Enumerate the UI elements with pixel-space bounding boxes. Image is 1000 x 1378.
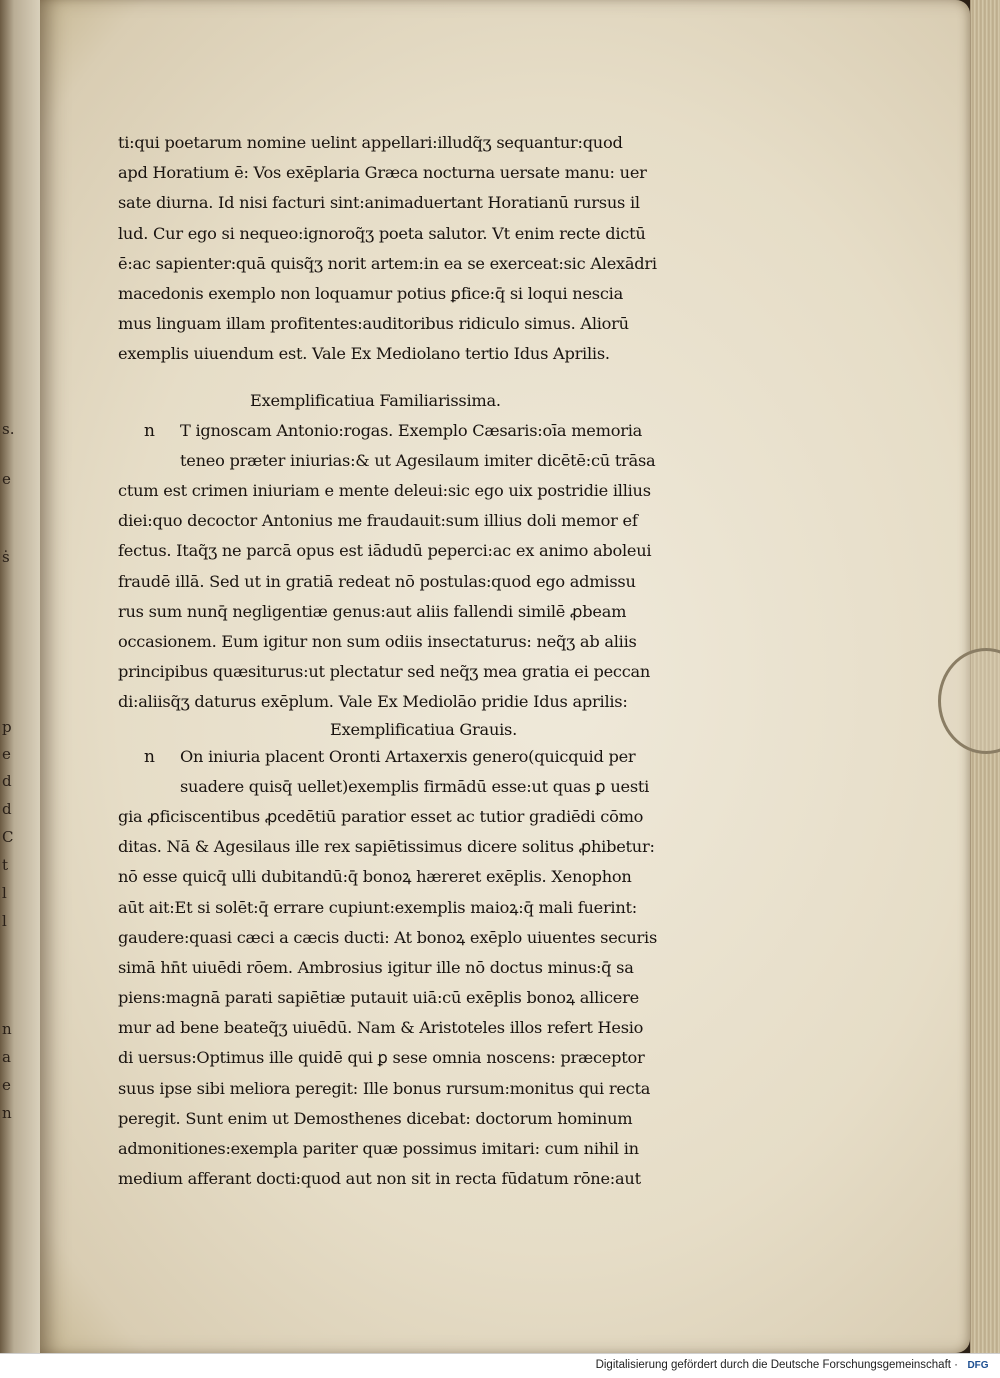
text-line: T ignoscam Antonio:rogas. Exemplo Cæsaris:oīa memoria bbox=[180, 420, 643, 440]
text-line: peregit. Sunt enim ut Demosthenes dicebat: doctorum hominum bbox=[118, 1108, 633, 1128]
margin-fragment: l bbox=[2, 884, 7, 902]
spacer bbox=[118, 370, 744, 386]
text-line: On iniuria placent Oronti Artaxerxis genero(quicquid per bbox=[180, 746, 636, 766]
text-line: macedonis exemplo non loquamur potius ꝑfice:q̄ si loqui nescia bbox=[118, 283, 623, 303]
text-line: teneo præter iniurias:& ut Agesilaum imiter dicētē:cū trāsa bbox=[180, 450, 656, 470]
letter-first-line bbox=[118, 742, 744, 772]
margin-fragment: d bbox=[2, 800, 12, 818]
text-line: sate diurna. Id nisi facturi sint:animaduertant Horatianū rursus il bbox=[118, 193, 640, 213]
letter-first-line bbox=[118, 416, 744, 446]
text-line: di uersus:Optimus ille quidē qui ꝑ sese omnia noscens: præceptor bbox=[118, 1048, 645, 1068]
text-line: fraudē illā. Sed ut in gratiā redeat nō postulas:quod ego admissu bbox=[118, 571, 636, 591]
text-line: fectus. Itaq̃ʒ ne parcā opus est iādudū peperci:ac ex animo aboleui bbox=[118, 541, 652, 561]
text-line: nō esse quicq̄ ulli dubitandū:q̄ bonoꝝ hæreret exēplis. Xenophon bbox=[118, 867, 632, 887]
margin-fragment: C bbox=[2, 828, 14, 846]
text-line: aūt ait:Et si solēt:q̄ errare cupiunt:exemplis maioꝝ:q̄ mali fuerint: bbox=[118, 897, 637, 917]
margin-fragment: n bbox=[2, 1020, 12, 1038]
text-line: exemplis uiuendum est. Vale Ex Mediolano tertio Idus Aprilis. bbox=[118, 344, 610, 364]
margin-fragment: n bbox=[2, 1104, 12, 1122]
margin-fragment: p bbox=[2, 718, 12, 736]
text-line: medium afferant docti:quod aut non sit in recta fūdatum rōne:aut bbox=[118, 1169, 641, 1189]
text-line: gaudere:quasi cæci a cæcis ducti: At bonoꝝ exēplo uiuentes securis bbox=[118, 927, 658, 947]
text-line: principibus quæsiturus:ut plectatur sed neq̃ʒ mea gratia ei peccan bbox=[118, 662, 651, 682]
guide-letter: n bbox=[144, 420, 155, 441]
margin-fragment: e bbox=[2, 470, 11, 488]
margin-fragment: t bbox=[2, 856, 9, 874]
text-line: simā hn̄t uiuēdi rōem. Ambrosius igitur ille nō doctus minus:q̄ sa bbox=[118, 957, 634, 977]
text-line: apd Horatium ē: Vos exēplaria Græca nocturna uersate manu: uer bbox=[118, 163, 647, 183]
text-line: admonitiones:exempla pariter quæ possimus imitari: cum nihil in bbox=[118, 1139, 639, 1158]
text-line: ditas. Nā & Agesilaus ille rex sapiētissimus dicere solitus ꝓhibetur: bbox=[118, 837, 655, 857]
text-line: ē:ac sapienter:quā quisq̃ʒ norit artem:in ea se exerceat:sic Alexādri bbox=[118, 253, 657, 273]
text-line: mus linguam illam profitentes:auditoribus ridiculo simus. Aliorū bbox=[118, 314, 629, 334]
text-line: gia ꝓficiscentibus ꝓcedētiū paratior esset ac tutior gradiēdi cōmo bbox=[118, 806, 644, 826]
text-line: mur ad bene beateq̃ʒ uiuēdū. Nam & Aristoteles illos refert Hesio bbox=[118, 1018, 644, 1038]
footer-bar bbox=[0, 1353, 1000, 1378]
section-heading: Exemplificatiua Grauis. bbox=[330, 719, 518, 739]
margin-fragment: d bbox=[2, 772, 12, 790]
text-line: suus ipse sibi meliora peregit: Ille bonus rursum:monitus qui recta bbox=[118, 1078, 651, 1098]
text-line: suadere quisq̄ uellet)exemplis firmādū esse:ut quas ꝑ uesti bbox=[180, 776, 650, 796]
text-line: occasionem. Eum igitur non sum odiis insectaturus: neq̃ʒ ab aliis bbox=[118, 632, 637, 651]
text-line: piens:magnā parati sapiētiæ putauit uiā:cū exēplis bonoꝝ allicere bbox=[118, 988, 639, 1008]
text-line: rus sum nunq̄ negligentiæ genus:aut aliis fallendi similē ꝓbeam bbox=[118, 601, 627, 621]
page-text-block bbox=[118, 128, 744, 1194]
section-heading: Exemplificatiua Familiarissima. bbox=[250, 390, 501, 410]
margin-fragment: e bbox=[2, 745, 11, 763]
text-line: di:aliisq̃ʒ daturus exēplum. Vale Ex Mediolāo pridie Idus aprilis: bbox=[118, 692, 628, 712]
text-line: ti:qui poetarum nomine uelint appellari:illudq̃ʒ sequantur:quod bbox=[118, 133, 623, 152]
text-line: diei:quo decoctor Antonius me fraudauit:sum illius doli memor ef bbox=[118, 511, 638, 531]
text-line: lud. Cur ego si nequeo:ignoroq̃ʒ poeta salutor. Vt enim recte dictū bbox=[118, 223, 646, 243]
margin-fragment: a bbox=[2, 1048, 11, 1066]
margin-fragment: ṡ bbox=[2, 548, 10, 566]
margin-fragment: e bbox=[2, 1076, 11, 1094]
margin-fragment: l bbox=[2, 912, 7, 930]
margin-fragment: s. bbox=[2, 420, 15, 438]
dfg-logo: DFG bbox=[967, 1360, 989, 1371]
guide-letter: n bbox=[144, 746, 155, 767]
text-line: ctum est crimen iniuriam e mente deleui:sic ego uix postridie illius bbox=[118, 481, 651, 501]
funding-credit: Digitalisierung gefördert durch die Deutsche Forschungsgemeinschaft · bbox=[595, 1359, 958, 1371]
previous-page-edge bbox=[0, 0, 42, 1353]
